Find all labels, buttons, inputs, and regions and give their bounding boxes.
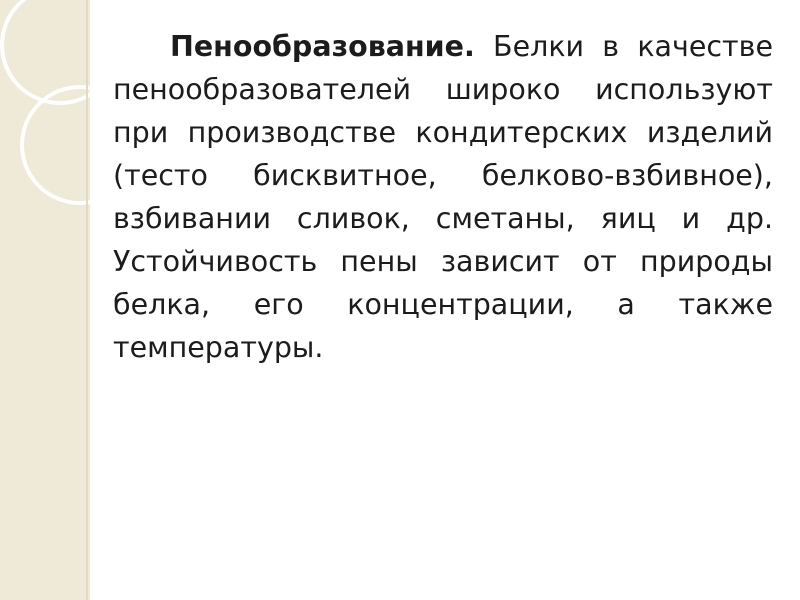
slide-text <box>113 25 773 369</box>
decorative-rings-icon <box>0 0 90 600</box>
decorative-side-panel <box>0 0 90 600</box>
slide-heading: Пенообразование. <box>170 30 475 63</box>
slide-body: Белки в качестве пенообразователей широко используют при производстве кондитерских изделий (тесто бисквитное, белково-взбивное), взбивании сливок, сметаны, яиц и др. Устойчивость пены зависит от природы белка, его концентрации, а также температуры. <box>113 30 773 364</box>
